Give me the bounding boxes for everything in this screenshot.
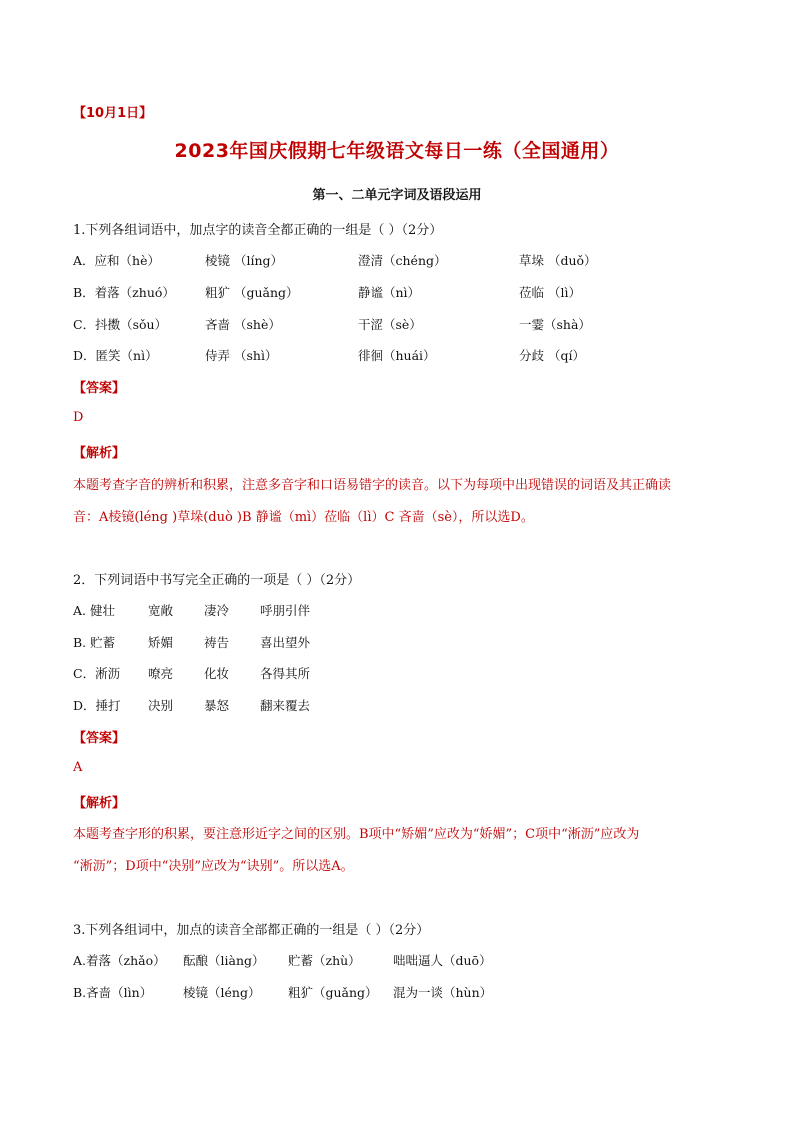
- q3-option-b-4: 混为一谈（hùn）: [393, 985, 493, 1000]
- q1-answer-label: 【答案】: [73, 381, 126, 396]
- q2-option-c-3: 化妆: [204, 666, 230, 681]
- date-tag: 【10月1日】: [73, 106, 153, 121]
- q1-option-b-3: 静谧（nì）: [358, 285, 421, 300]
- q2-analysis-line-2: “淅沥”；D项中“决别”应改为“诀别”。所以选A。: [73, 859, 354, 874]
- q1-option-d-1: D．匿笑（nì）: [73, 348, 158, 363]
- q1-option-c-3: 干涩（sè）: [358, 317, 422, 332]
- q2-option-b-1: B. 贮蓄: [73, 635, 116, 650]
- section-subtitle: 第一、二单元字词及语段运用: [312, 188, 482, 203]
- q1-option-a-2: 棱镜 （líng）: [205, 253, 284, 268]
- q1-option-b-2: 粗犷 （guǎng）: [205, 285, 299, 300]
- q1-option-a-1: A．应和（hè）: [73, 253, 160, 268]
- q1-analysis-line-1: 本题考查字音的辨析和积累，注意多音字和口语易错字的读音。以下为每项中出现错误的词语及其正确读: [73, 478, 672, 493]
- q1-option-b-1: B．着落（zhuó）: [73, 285, 175, 300]
- question-2-stem: 2．下列词语中书写完全正确的一项是（ ）（2分）: [73, 573, 361, 588]
- q2-option-c-1: C．淅沥: [73, 666, 121, 681]
- q2-option-b-4: 喜出望外: [260, 635, 311, 650]
- q2-option-b-3: 祷告: [204, 635, 230, 650]
- q3-option-a-1: A.着落（zhǎo）: [73, 953, 166, 968]
- q2-option-d-2: 决别: [148, 698, 174, 713]
- question-1-stem: 1.下列各组词语中，加点字的读音全都正确的一组是（ ）（2分）: [73, 223, 443, 238]
- q3-option-a-2: 酝酿（liàng）: [183, 953, 265, 968]
- q1-option-a-3: 澄清（chéng）: [358, 253, 447, 268]
- q2-option-a-2: 宽敞: [148, 603, 174, 618]
- q1-analysis-line-2: 音：A棱镜(léng )草垛(duò )B 静谧（mì）莅临（lì）C 吝啬（sè），所以选D。: [73, 510, 534, 525]
- q2-option-d-1: D．捶打: [73, 698, 121, 713]
- q1-option-d-3: 徘徊（huái）: [358, 348, 436, 363]
- q2-option-c-4: 各得其所: [260, 666, 311, 681]
- q2-answer-label: 【答案】: [73, 731, 126, 746]
- q2-option-d-3: 暴怒: [204, 698, 230, 713]
- q3-option-a-4: 咄咄逼人（duō）: [393, 953, 492, 968]
- q2-option-c-2: 嘹亮: [148, 666, 174, 681]
- q3-option-b-2: 棱镜（léng）: [183, 985, 261, 1000]
- q2-analysis-line-1: 本题考查字形的积累，要注意形近字之间的区别。B项中“矫媚”应改为“娇媚”；C项中“淅沥”应改为: [73, 827, 640, 842]
- q2-option-a-3: 凄冷: [204, 603, 230, 618]
- q2-option-a-1: A. 健壮: [73, 603, 115, 618]
- q1-option-c-1: C．抖擞（sǒu）: [73, 317, 168, 332]
- q2-option-a-4: 呼朋引伴: [260, 603, 311, 618]
- page-title: 2023年国庆假期七年级语文每日一练（全国通用）: [174, 140, 620, 162]
- q3-option-b-1: B.吝啬（lìn）: [73, 985, 153, 1000]
- q2-analysis-label: 【解析】: [73, 796, 126, 811]
- q1-answer-value: D: [73, 410, 84, 425]
- q1-analysis-label: 【解析】: [73, 446, 126, 461]
- q1-option-c-2: 吝啬 （shè）: [205, 317, 281, 332]
- q1-option-c-4: 一霎（shà）: [519, 317, 591, 332]
- q1-option-b-4: 莅临 （lì）: [519, 285, 581, 300]
- q3-option-a-3: 贮蓄（zhù）: [288, 953, 361, 968]
- q1-option-d-2: 侍弄 （shì）: [205, 348, 278, 363]
- q2-option-d-4: 翻来覆去: [260, 698, 311, 713]
- question-3-stem: 3.下列各组词中，加点的读音全部都正确的一组是（ ）（2分）: [73, 923, 430, 938]
- q1-option-a-4: 草垛 （duǒ）: [519, 253, 597, 268]
- q2-answer-value: A: [73, 760, 83, 775]
- q2-option-b-2: 矫媚: [148, 635, 174, 650]
- q3-option-b-3: 粗犷（guǎng）: [288, 985, 378, 1000]
- q1-option-d-4: 分歧 （qí）: [519, 348, 585, 363]
